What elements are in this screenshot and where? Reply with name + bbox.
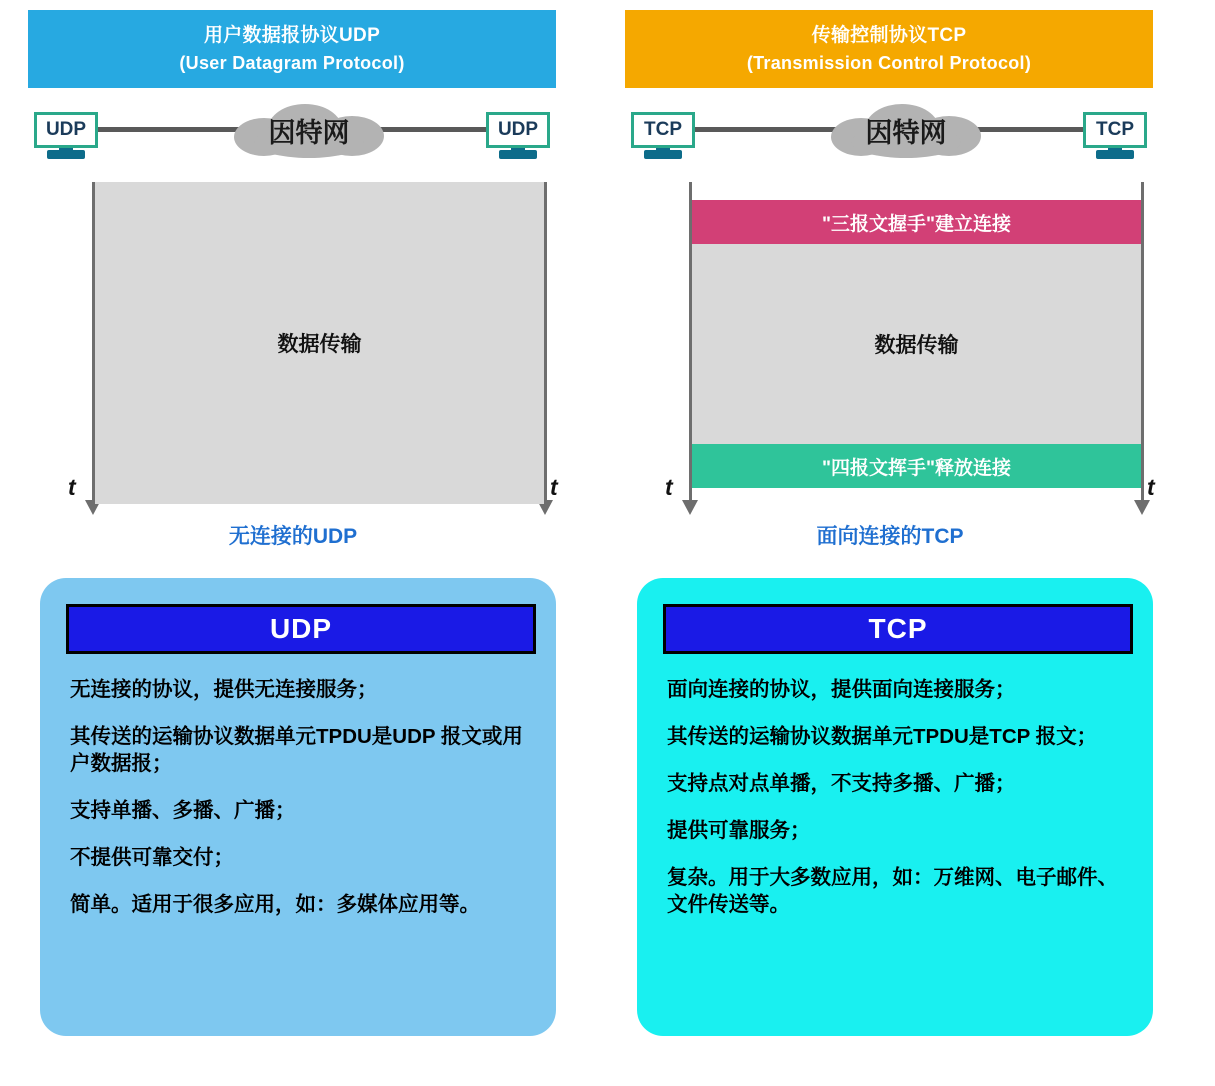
list-item: 其传送的运输协议数据单元TPDU是UDP 报文或用户数据报； [70,725,523,776]
list-item: 简单。适用于很多应用，如：多媒体应用等。 [70,893,480,917]
tcp-time-axis-right [1141,182,1144,504]
list-item: 支持点对点单播，不支持多播、广播； [667,772,1016,796]
udp-time-label-left: t [68,474,76,500]
udp-time-label-right: t [550,474,558,500]
tcp-title-banner [625,10,1153,88]
udp-band-data: 数据传输 [95,182,544,504]
udp-cloud-label: 因特网 [268,118,350,148]
tcp-band-close: "四报文挥手"释放连接 [692,444,1141,488]
udp-title-english [179,50,404,76]
tcp-card-title: TCP [663,604,1133,654]
udp-network-row [28,106,558,178]
tcp-host-base-right [1096,150,1134,159]
udp-card-title: UDP [66,604,536,654]
udp-host-base-left [47,150,85,159]
list-item: 面向连接的协议，提供面向连接服务； [667,678,1016,701]
internet-cloud-icon-tcp [821,102,991,160]
udp-timeline [28,182,558,532]
udp-host-base-right [499,150,537,159]
tcp-title-chinese: 传输控制协议TCP [811,25,967,47]
tcp-network-row [625,106,1155,178]
tcp-timeline [625,182,1155,532]
udp-title-english-text: (User Datagram Protocol) [179,52,405,73]
list-item: 其传送的运输协议数据单元TPDU是TCP 报文； [667,725,1098,749]
tcp-time-label-right: t [1147,474,1155,500]
tcp-endpoint-right: TCP [1083,112,1147,148]
tcp-band-data: 数据传输 [692,244,1141,444]
udp-endpoint-right: UDP [486,112,550,148]
internet-cloud-icon-udp [224,102,394,160]
tcp-host-base-left [644,150,682,159]
udp-feature-list [66,676,530,918]
udp-title-chinese: 用户数据报协议UDP [203,25,381,47]
udp-endpoint-left: UDP [34,112,98,148]
tcp-caption: 面向连接的TCP [816,525,964,548]
tcp-cloud-label: 因特网 [865,118,947,148]
tcp-time-label-left: t [665,474,673,500]
list-item: 复杂。用于大多数应用，如：万维网、电子邮件、文件传送等。 [667,866,1118,917]
list-item: 支持单播、多播、广播； [70,799,296,823]
tcp-endpoint-left: TCP [631,112,695,148]
list-item: 无连接的协议，提供无连接服务； [70,678,378,701]
tcp-feature-list [663,676,1127,918]
tcp-column [625,0,1185,1086]
list-item: 提供可靠服务； [667,819,811,843]
udp-title-banner [28,10,556,88]
udp-time-axis-right [544,182,547,504]
udp-column [28,0,588,1086]
tcp-title-english [747,50,1031,76]
tcp-title-english-text: (Transmission Control Protocol) [746,52,1032,73]
tcp-band-handshake: "三报文握手"建立连接 [692,200,1141,244]
tcp-time-arrow-left [682,500,698,515]
list-item: 不提供可靠交付； [70,846,234,870]
udp-feature-card [40,578,556,1036]
tcp-time-arrow-right [1134,500,1150,515]
udp-caption: 无连接的UDP [228,525,358,548]
tcp-feature-card [637,578,1153,1036]
